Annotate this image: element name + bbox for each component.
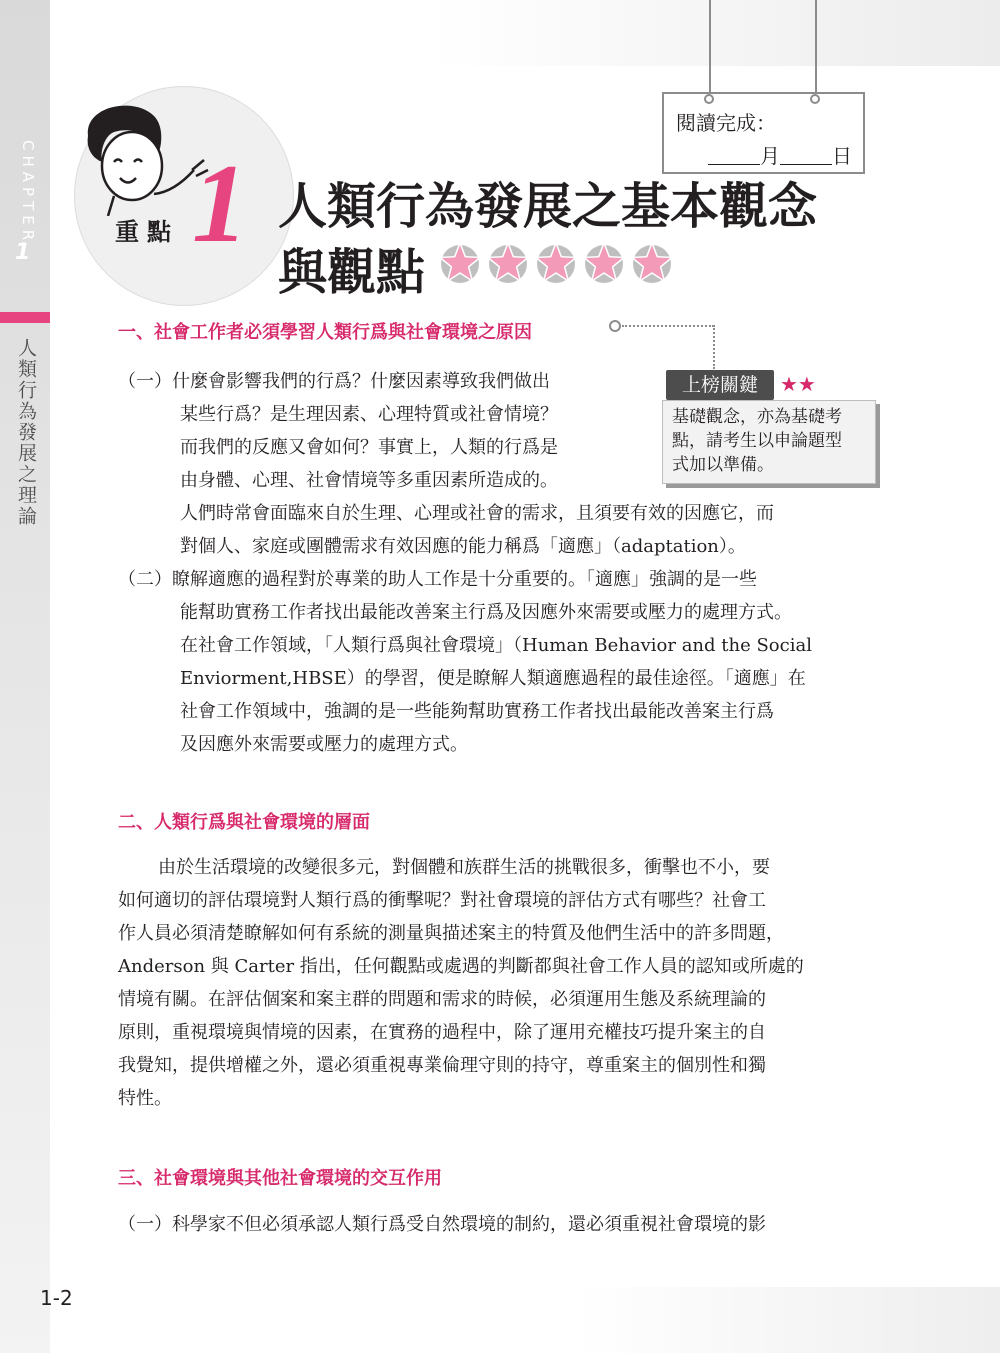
body-line: 特性。 [118, 1088, 172, 1109]
callout-text [672, 405, 872, 477]
month-blank [708, 144, 760, 165]
sidebar-accent-bar [0, 312, 50, 323]
bottom-band [50, 1287, 1000, 1353]
key-point-label: 重點 [115, 218, 179, 246]
body-line: 社會工作領域中，強調的是一些能夠幫助實務工作者找出最能改善案主行爲 [180, 701, 774, 722]
body-line: 在社會工作領域，「人類行爲與社會環境」（Human Behavior and the Social [180, 635, 812, 656]
body-line: 由於生活環境的改變很多元，對個體和族群生活的挑戰很多，衝擊也不小，要 [158, 857, 770, 878]
body-line: 如何適切的評估環境對人類行爲的衝擊呢？對社會環境的評估方式有哪些？社會工 [118, 890, 766, 911]
sign-string-right [815, 0, 817, 96]
section-1-heading: 一、社會工作者必須學習人類行爲與社會環境之原因 [118, 322, 532, 343]
leader-dot-icon [609, 320, 621, 332]
body-line: 作人員必須清楚瞭解如何有系統的測量與描述案主的特質及他們生活中的許多問題， [118, 923, 784, 944]
body-line: 而我們的反應又會如何？事實上，人類的行爲是 [180, 437, 558, 458]
body-line: 及因應外來需要或壓力的處理方式。 [180, 734, 468, 755]
page-title [278, 174, 858, 306]
callout-line: 基礎觀念，亦為基礎考 [672, 407, 842, 427]
body-line: 人們時常會面臨來自於生理、心理或社會的需求，且須要有效的因應它，而 [180, 503, 774, 524]
section-2-heading: 二、人類行爲與社會環境的層面 [118, 812, 370, 833]
body-line: Anderson 與 Carter 指出，任何觀點或處遇的判斷都與社會工作人員的認知或所處的 [118, 956, 804, 977]
key-point-number: 1 [192, 142, 248, 266]
reading-date-field [708, 140, 852, 169]
page-title-line1: 人類行為發展之基本觀念 [278, 178, 818, 235]
body-line: 由身體、心理、社會情境等多重因素所造成的。 [180, 470, 558, 491]
body-line: 某些行爲？是生理因素、心理特質或社會情境？ [180, 404, 558, 425]
body-line: 能幫助實務工作者找出最能改善案主行爲及因應外來需要或壓力的處理方式。 [180, 602, 792, 623]
body-line: （二）瞭解適應的過程對於專業的助人工作是十分重要的。「適應」強調的是一些 [118, 569, 757, 590]
month-label: 月 [760, 144, 780, 168]
callout-star-rating: ★★ [780, 372, 816, 396]
body-line: Enviorment,HBSE）的學習，便是瞭解人類適應過程的最佳途徑。「適應」在 [180, 668, 806, 689]
body-line: 對個人、家庭或團體需求有效因應的能力稱爲「適應」（adaptation）。 [180, 536, 746, 557]
sign-hook-left-icon [704, 94, 714, 104]
section-3-heading: 三、社會環境與其他社會環境的交互作用 [118, 1168, 442, 1189]
body-line: （一）什麼會影響我們的行爲？什麼因素導致我們做出 [118, 371, 550, 392]
sidebar-chapter-label: CHAPTER [19, 140, 37, 246]
sidebar-chapter-title: 人類行為發展之理論 [15, 338, 37, 527]
day-blank [780, 144, 832, 165]
body-line: 情境有關。在評估個案和案主群的問題和需求的時候，必須運用生態及系統理論的 [118, 989, 766, 1010]
leader-line-vertical [713, 325, 715, 369]
sign-hook-right-icon [810, 94, 820, 104]
reading-complete-label: 閱讀完成： [676, 111, 776, 135]
page-title-line2: 與觀點 [278, 244, 426, 301]
callout-tab: 上榜關鍵 [666, 370, 774, 400]
importance-stars [438, 242, 678, 286]
top-band [50, 0, 1000, 66]
body-line: 原則，重視環境與情境的因素，在實務的過程中，除了運用充權技巧提升案主的自 [118, 1022, 766, 1043]
sidebar-chapter-number: 1 [15, 240, 31, 265]
body-line: 我覺知，提供增權之外，還必須重視專業倫理守則的持守，尊重案主的個別性和獨 [118, 1055, 766, 1076]
leader-line-horizontal [622, 325, 714, 327]
day-label: 日 [832, 144, 852, 168]
body-line: （一）科學家不但必須承認人類行爲受自然環境的制約，還必須重視社會環境的影 [118, 1214, 766, 1235]
page-number: 1-2 [40, 1286, 73, 1310]
callout-line: 點，請考生以申論題型 [672, 431, 842, 451]
sign-string-left [709, 0, 711, 96]
callout-line: 式加以準備。 [672, 455, 774, 475]
